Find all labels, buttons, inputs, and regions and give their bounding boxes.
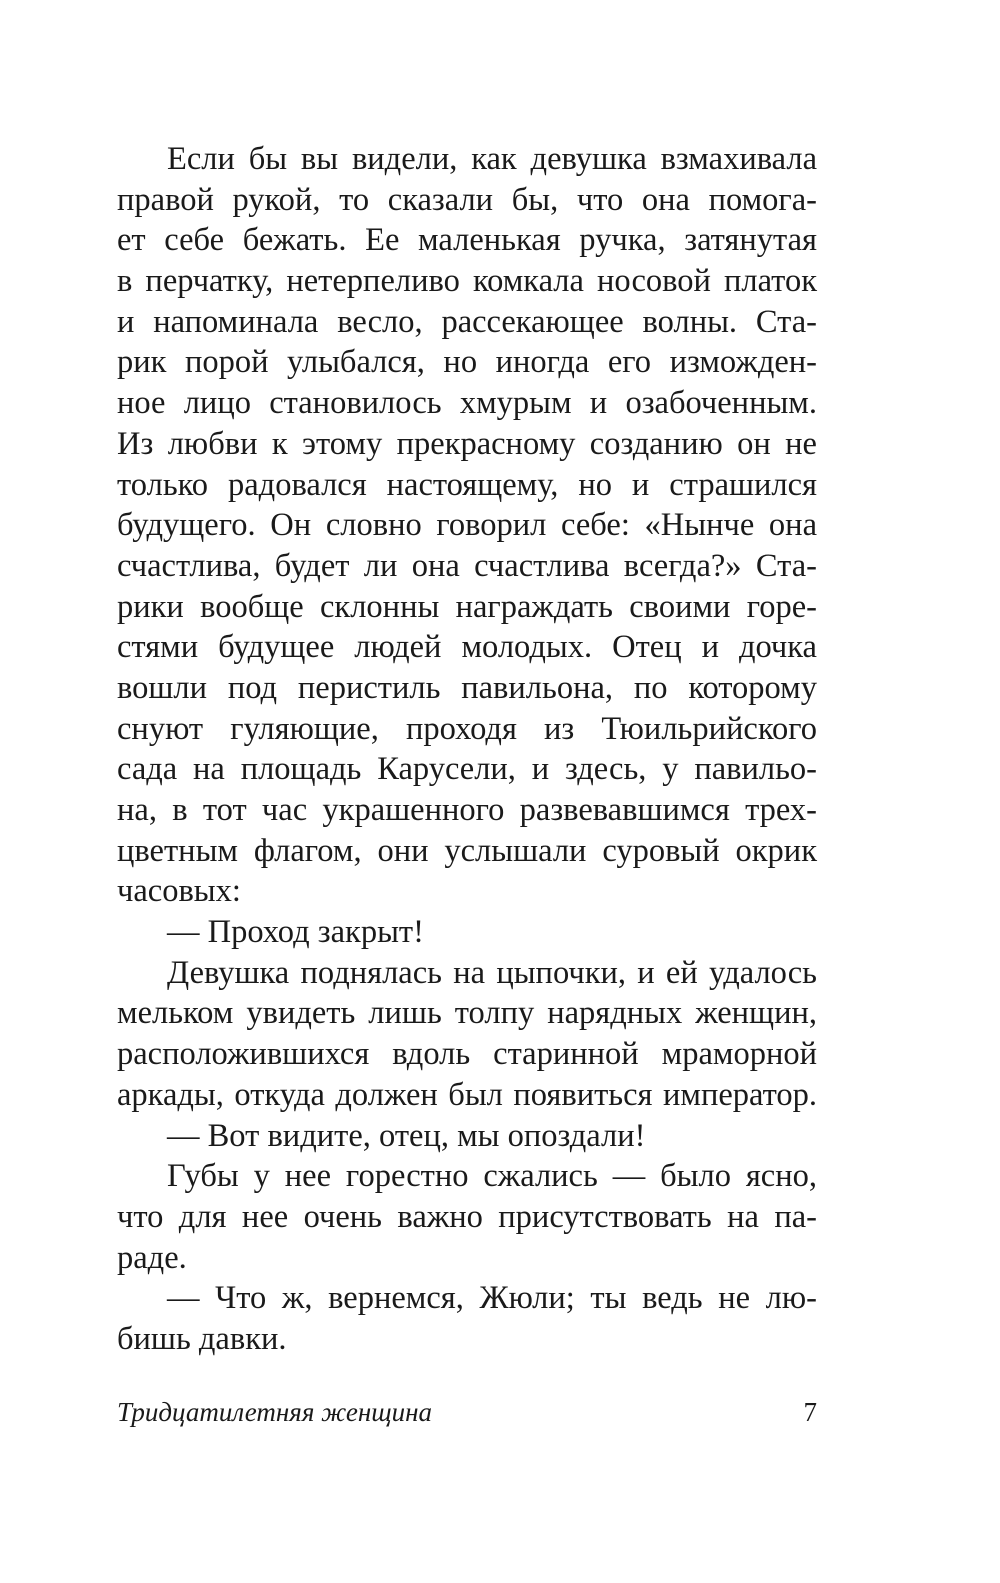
text-line: Губы у нее горестно сжались — было ясно,: [167, 1158, 817, 1195]
text-line: что для нее очень важно присутствовать на па-: [117, 1198, 817, 1235]
text-line: раде.: [117, 1239, 187, 1276]
text-line: Девушка поднялась на цыпочки, и ей удалось: [167, 954, 817, 991]
text-line: — Вот видите, отец, мы опоздали!: [167, 1117, 646, 1154]
text-line: стями будущее людей молодых. Отец и дочка: [117, 629, 817, 666]
text-line: сада на площадь Карусели, и здесь, у павильо-: [117, 751, 817, 788]
text-line: часовых:: [117, 873, 241, 910]
text-line: цветным флагом, они услышали суровый окрик: [117, 832, 817, 869]
text-line: будущего. Он словно говорил себе: «Нынче она: [117, 507, 817, 544]
text-line: ное лицо становилось хмурым и озабоченным.: [117, 385, 817, 422]
page-number: 7: [803, 1397, 817, 1427]
text-line: правой рукой, то сказали бы, что она помога-: [117, 181, 817, 218]
text-line: Если бы вы видели, как девушка взмахивала: [167, 141, 817, 177]
text-line: — Что ж, вернемся, Жюли; ты ведь не лю-: [167, 1280, 817, 1317]
text-line: на, в тот час украшенного развевавшимся трех-: [117, 792, 817, 828]
text-line: вошли под перистиль павильона, по которому: [117, 669, 817, 706]
text-line: Из любви к этому прекрасному созданию он не: [117, 425, 817, 462]
text-line: в перчатку, нетерпеливо комкала носовой платок: [117, 263, 817, 300]
text-line: ет себе бежать. Ее маленькая ручка, затянутая: [117, 222, 817, 259]
running-title: Тридцатилетняя женщина: [117, 1397, 433, 1427]
text-line: рик порой улыбался, но иногда его изможден-: [117, 344, 817, 381]
text-line: мельком увидеть лишь толпу нарядных женщин,: [117, 995, 817, 1032]
text-line: рики вообще склонны награждать своими горе-: [117, 588, 817, 625]
text-line: только радовался настоящему, но и страшился: [117, 466, 817, 503]
text-line: бишь давки.: [117, 1320, 287, 1357]
text-line: — Проход закрыт!: [167, 914, 424, 951]
text-line: снуют гуляющие, проходя из Тюильрийского: [117, 710, 817, 747]
body-text: [117, 139, 817, 1360]
text-line: расположившихся вдоль старинной мраморной: [117, 1036, 817, 1073]
text-line: аркады, откуда должен был появиться император.: [117, 1076, 817, 1113]
text-line: и напоминала весло, рассекающее волны. Ста-: [117, 303, 817, 340]
text-line: счастлива, будет ли она счастлива всегда?» Ста-: [117, 547, 817, 584]
